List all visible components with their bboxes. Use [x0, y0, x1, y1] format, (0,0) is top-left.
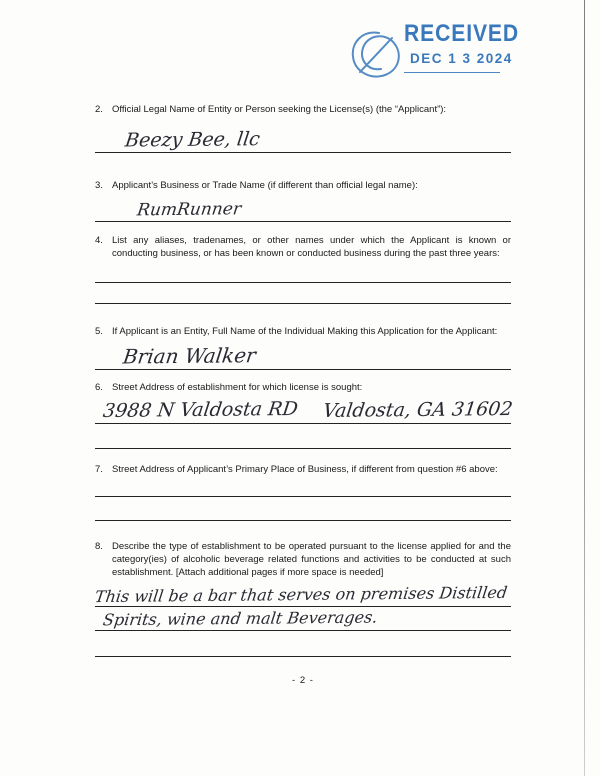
question-number: 2.: [95, 104, 103, 115]
answer-line: [95, 339, 511, 370]
question-number: 4.: [95, 235, 103, 247]
question-number: 7.: [95, 463, 103, 475]
blank-answer-line: [95, 260, 511, 283]
handwritten-answer: Spirits, wine and malt Beverages.: [101, 607, 379, 630]
question-number: 6.: [95, 381, 103, 393]
question-text: List any aliases, tradenames, or other names under which the Applicant is known or conducting business, or has been known or conducted business during the past three years:: [112, 235, 511, 260]
answer-line: [95, 192, 511, 222]
question-8: [95, 540, 511, 657]
question-text: Street Address of Applicant’s Primary Place of Business, if different from question #6 above:: [112, 463, 498, 475]
blank-answer-line: [95, 424, 511, 449]
answer-line: [95, 607, 511, 631]
question-7: [95, 463, 511, 521]
received-stamp-text: RECEIVED: [404, 20, 520, 47]
question-text: Street Address of establishment for which license is sought:: [112, 381, 363, 393]
question-6: [95, 381, 515, 449]
stamp-scribble-icon: [348, 28, 406, 82]
blank-answer-line: [95, 497, 511, 521]
question-5: [95, 325, 511, 369]
question-text: Official Legal Name of Entity or Person seeking the License(s) (the “Applicant”):: [112, 104, 447, 115]
scan-edge-artifact: [584, 0, 585, 776]
answer-line: [95, 579, 511, 607]
handwritten-answer: Beezy Bee, llc: [123, 128, 262, 152]
question-3: [95, 179, 511, 222]
question-number: 5.: [95, 326, 103, 338]
handwritten-answer: This will be a bar that serves on premises Distilled: [93, 582, 509, 607]
answer-line: [95, 116, 511, 153]
blank-answer-line: [95, 476, 511, 497]
answer-line: [95, 394, 515, 424]
question-number: 8.: [95, 540, 103, 552]
question-2: [95, 103, 511, 153]
handwritten-answer: 3988 N Valdosta RD: [101, 397, 300, 422]
blank-answer-line: [95, 631, 511, 657]
question-text: If Applicant is an Entity, Full Name of the Individual Making this Application for the Applicant:: [112, 326, 498, 338]
form-content: [93, 103, 515, 687]
handwritten-answer: Valdosta, GA 31602: [322, 397, 515, 422]
question-4: [95, 234, 511, 304]
question-text: Describe the type of establishment to be operated pursuant to the license applied for and the category(ies) of alcoholic beverage related functions and activities to be conducted at such establishment. [Attach additional pages if more space is needed]: [112, 540, 511, 578]
question-text: Applicant’s Business or Trade Name (if different than official legal name):: [112, 180, 418, 192]
handwritten-answer: Brian Walker: [121, 342, 258, 369]
handwritten-answer: RumRunner: [135, 199, 243, 221]
blank-answer-line: [95, 283, 511, 304]
question-number: 3.: [95, 180, 103, 192]
page-number: - 2 -: [292, 675, 314, 687]
stamp-underline: [404, 72, 500, 73]
received-stamp-date: DEC 1 3 2024: [410, 51, 513, 66]
